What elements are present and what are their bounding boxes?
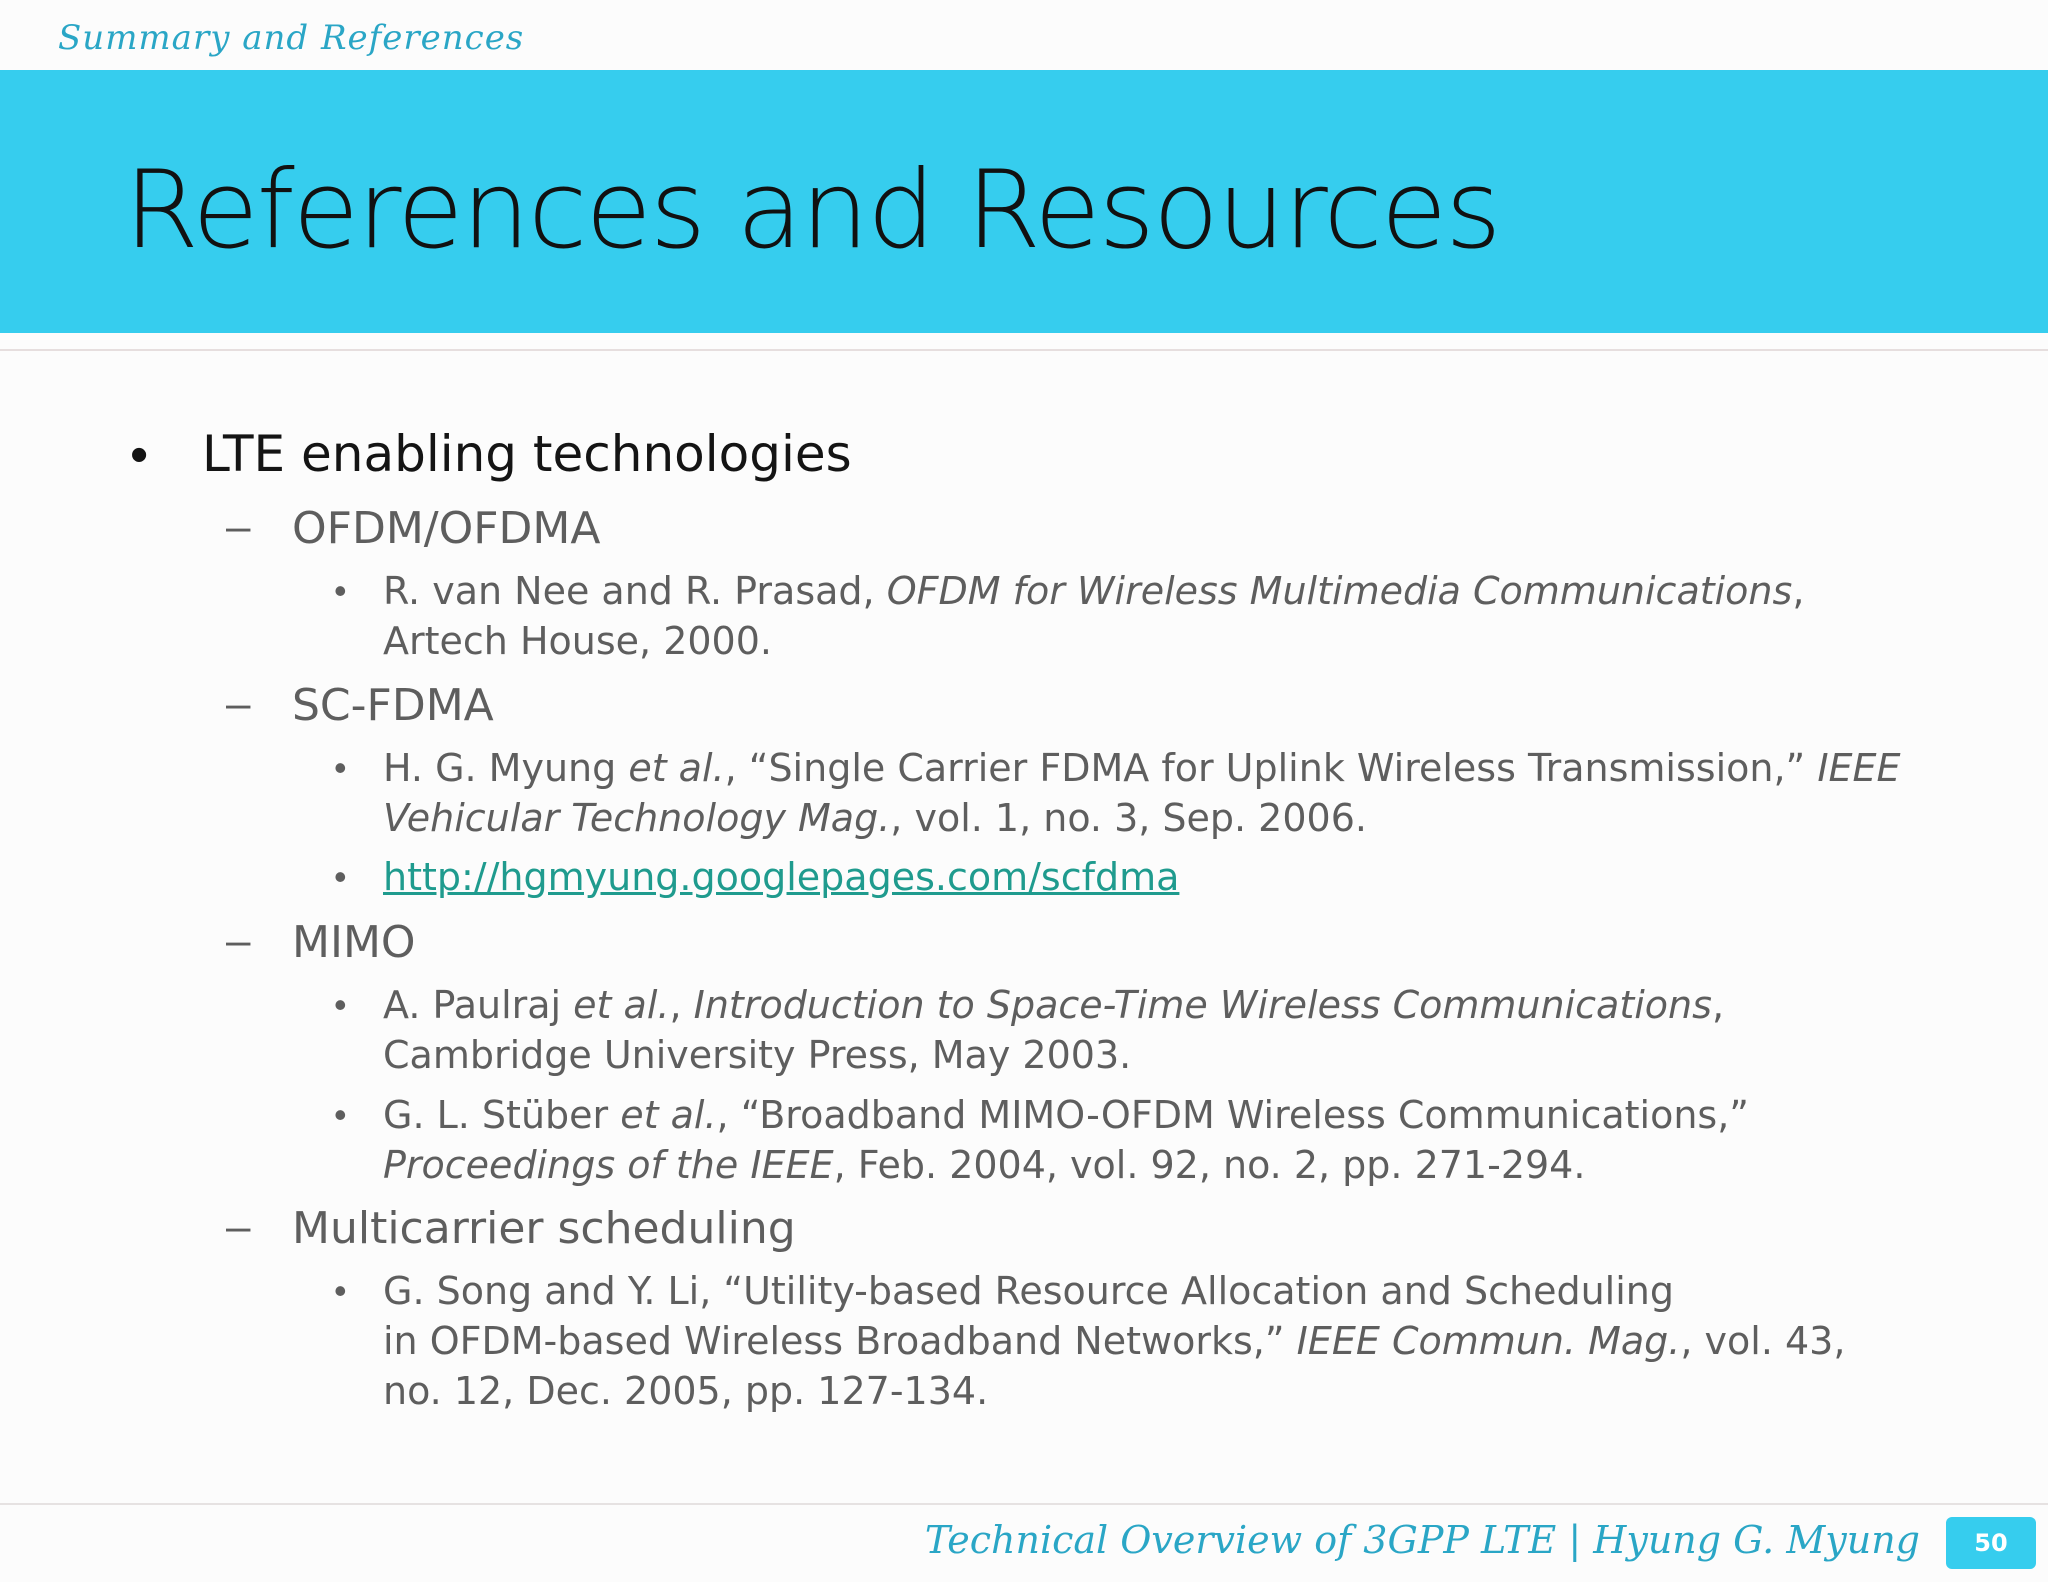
bullet-icon: • <box>334 1270 347 1311</box>
bullet-icon: • <box>334 747 347 788</box>
footer-text: Technical Overview of 3GPP LTE | Hyung G. Myung <box>924 1518 1920 1562</box>
bullet-icon: • <box>334 984 347 1025</box>
subtopic-mimo: MIMO <box>292 917 416 968</box>
page-number-badge: 50 <box>1946 1517 2036 1569</box>
subtopic-scfdma: SC-FDMA <box>292 680 494 731</box>
slide-title: References and Resources <box>124 148 1500 273</box>
bullet-icon: • <box>334 570 347 611</box>
reference-item: R. van Nee and R. Prasad, OFDM for Wireless Multimedia Communications, Artech House, 2000. <box>383 569 1805 663</box>
reference-item: A. Paulraj et al., Introduction to Space-Time Wireless Communications, Cambridge University Press, May 2003. <box>383 983 1725 1077</box>
subtopic-scheduling: Multicarrier scheduling <box>292 1203 796 1254</box>
dash-icon: – <box>226 916 251 965</box>
dash-icon: – <box>226 679 251 728</box>
bullet-icon: • <box>130 426 149 484</box>
reference-item: G. Song and Y. Li, “Utility-based Resource Allocation and Scheduling in OFDM-based Wireless Broadband Networks,” IEEE Commun. Mag., vol. 43, no. 12, Dec. 2005, pp. 127-134. <box>383 1269 1846 1413</box>
subtopic-ofdm: OFDM/OFDMA <box>292 503 601 554</box>
topic-heading: LTE enabling technologies <box>202 425 852 483</box>
section-label: Summary and References <box>58 18 525 58</box>
bullet-icon: • <box>334 1094 347 1135</box>
reference-item: G. L. Stüber et al., “Broadband MIMO-OFDM Wireless Communications,” Proceedings of the IEEE, Feb. 2004, vol. 92, no. 2, pp. 271-294. <box>383 1093 1749 1187</box>
reference-item <box>383 852 1943 902</box>
scfdma-link[interactable]: http://hgmyung.googlepages.com/scfdma <box>383 855 1180 899</box>
footer-divider <box>0 1503 2048 1505</box>
reference-item: H. G. Myung et al., “Single Carrier FDMA for Uplink Wireless Transmission,” IEEE Vehicular Technology Mag., vol. 1, no. 3, Sep. 2006. <box>383 746 1901 840</box>
dash-icon: – <box>226 502 251 551</box>
bullet-icon: • <box>334 856 347 897</box>
dash-icon: – <box>226 1202 251 1251</box>
